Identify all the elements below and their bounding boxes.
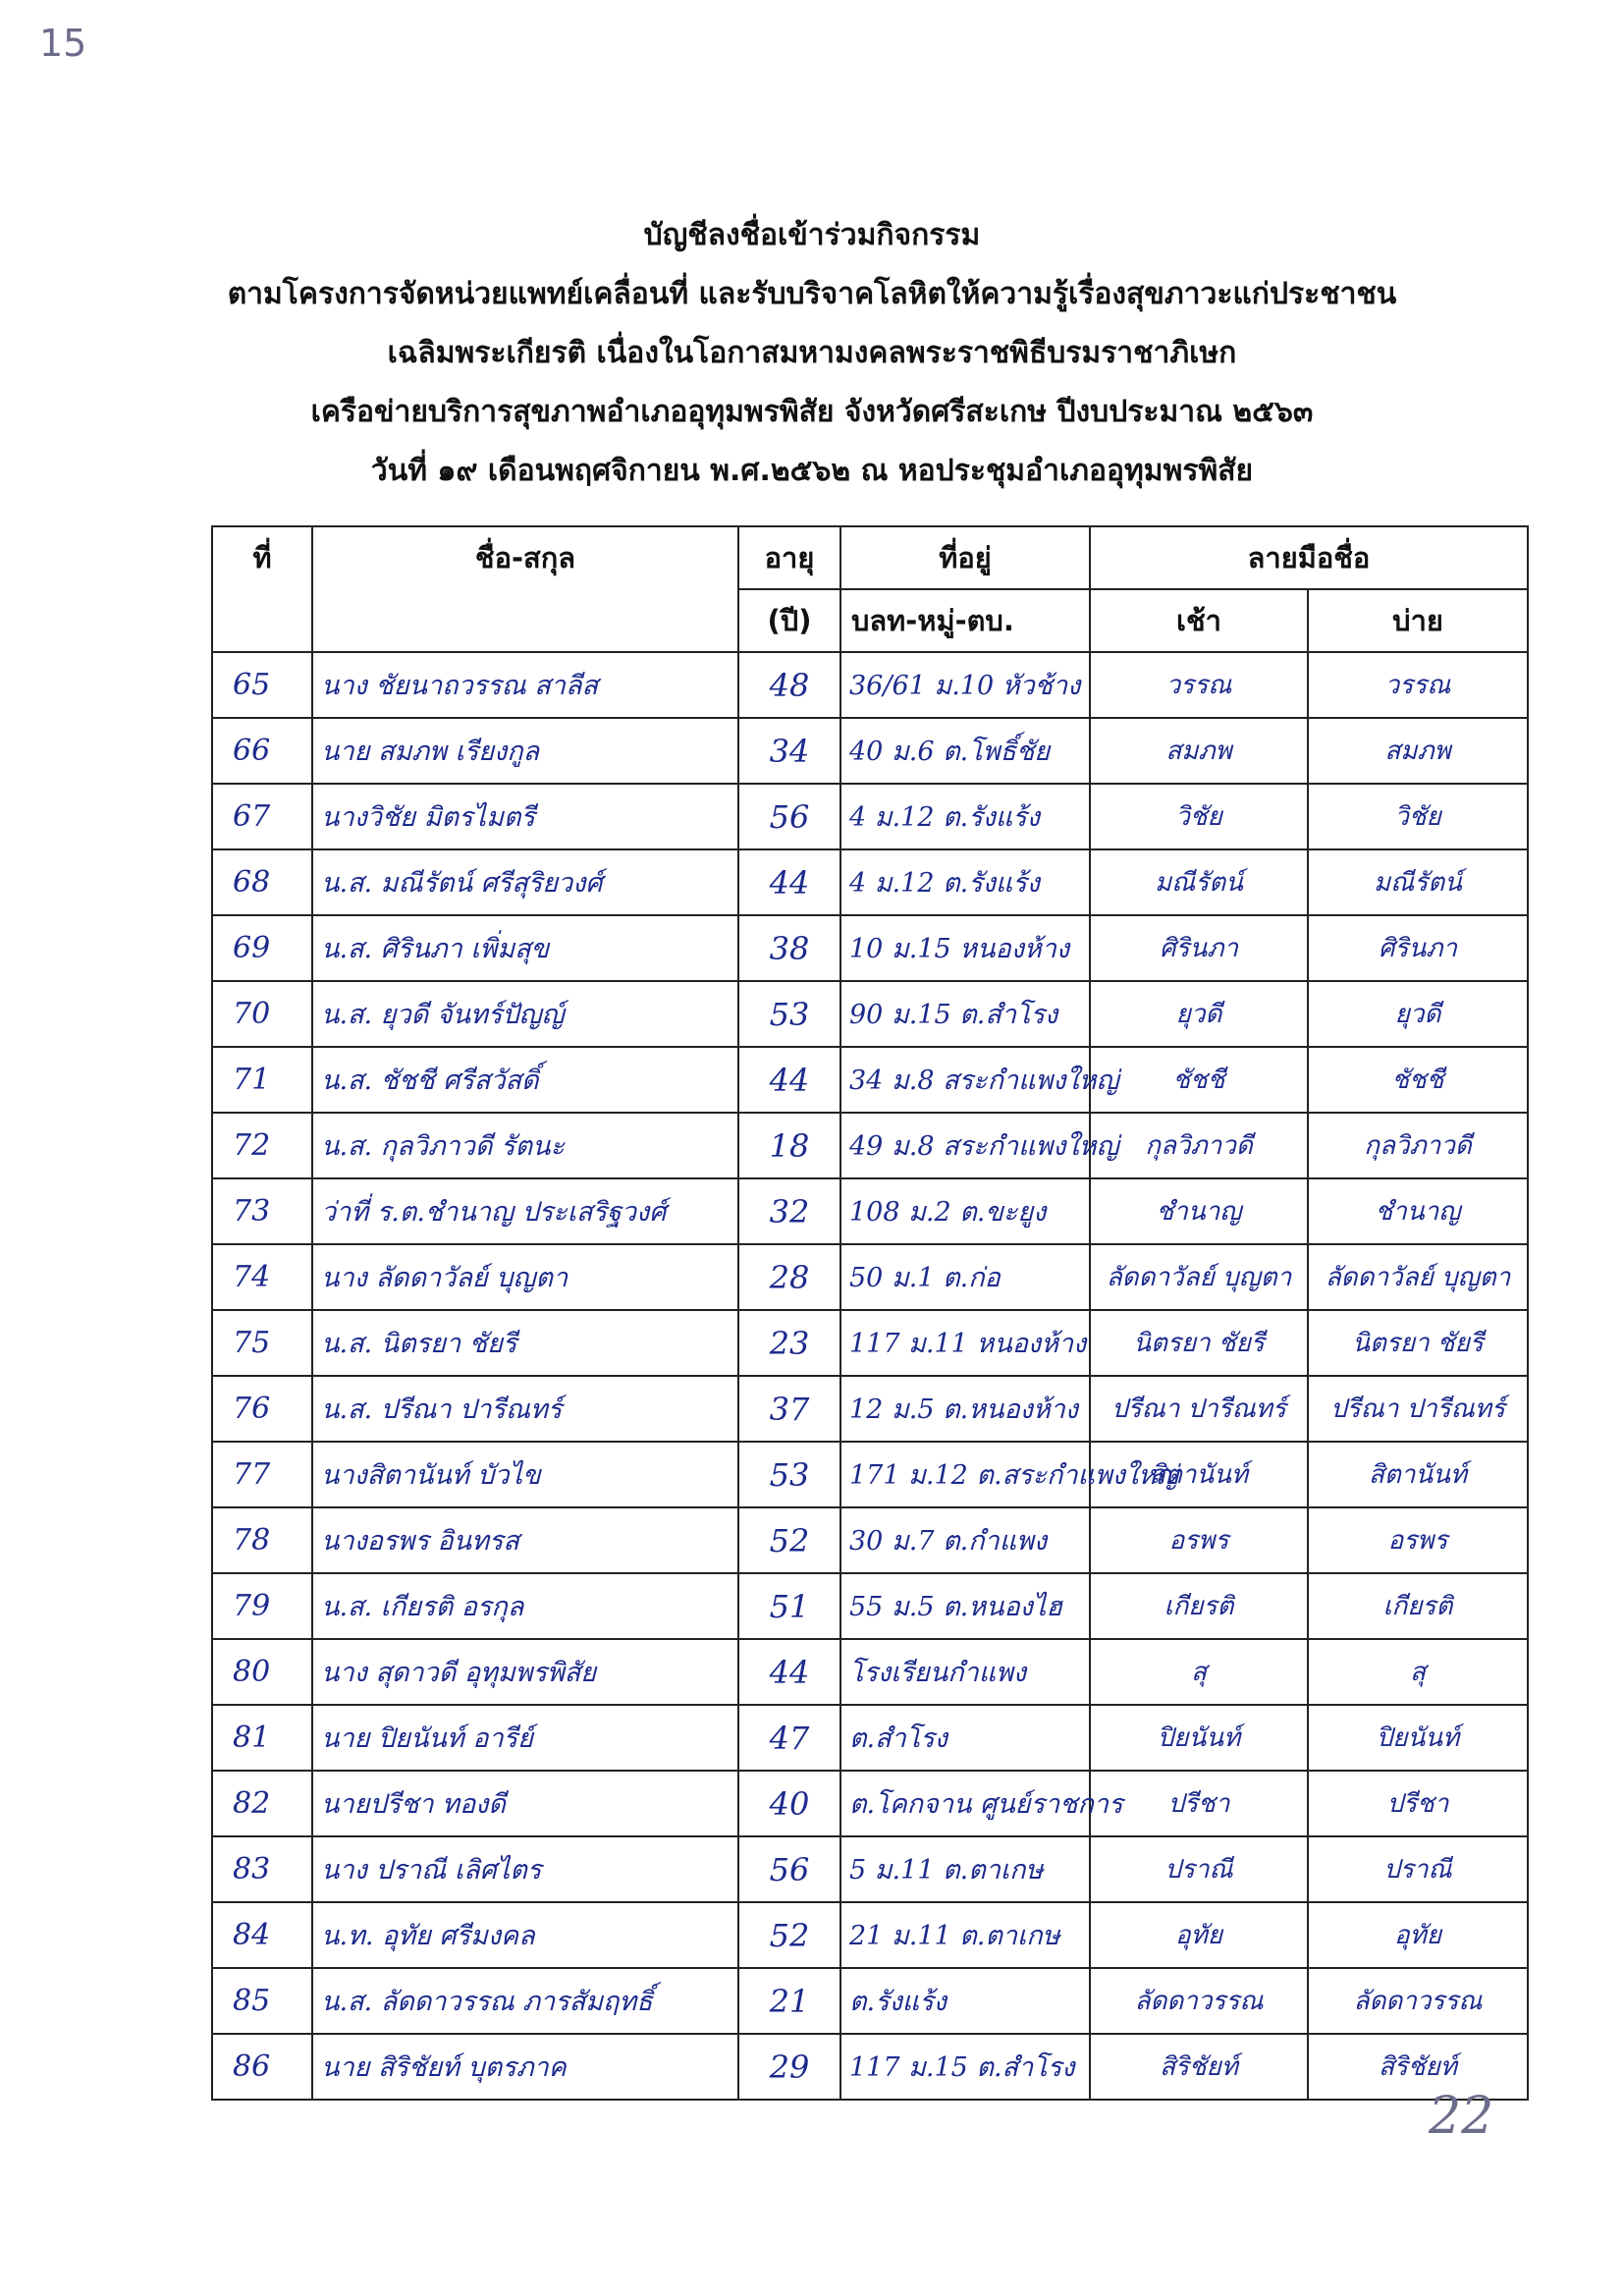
row-signature-afternoon: ปิยนันท์	[1308, 1705, 1528, 1771]
row-signature-afternoon: ลัดดาวรรณ	[1308, 1968, 1528, 2034]
row-number: 82	[212, 1771, 312, 1836]
row-signature-afternoon: ชำนาญ	[1308, 1178, 1528, 1244]
row-signature-morning: ปรีณา ปารีณทร์	[1090, 1376, 1308, 1442]
row-age: 52	[738, 1507, 840, 1573]
row-number: 75	[212, 1310, 312, 1376]
col-header-afternoon: บ่าย	[1308, 589, 1528, 652]
row-signature-afternoon: ชัชชี	[1308, 1047, 1528, 1113]
row-address: 4 ม.12 ต.รังแร้ง	[840, 784, 1090, 849]
row-number: 86	[212, 2034, 312, 2100]
row-number: 79	[212, 1573, 312, 1639]
row-signature-afternoon: อรพร	[1308, 1507, 1528, 1573]
row-name: น.ท. อุทัย ศรีมงคล	[312, 1902, 738, 1968]
row-name: น.ส. นิตรยา ชัยรี	[312, 1310, 738, 1376]
row-number: 72	[212, 1113, 312, 1178]
row-signature-afternoon: เกียรติ	[1308, 1573, 1528, 1639]
row-number: 76	[212, 1376, 312, 1442]
table-row	[212, 1902, 1528, 1968]
table-row	[212, 1771, 1528, 1836]
row-name: นายปรีชา ทองดี	[312, 1771, 738, 1836]
row-name: นาย สิริชัยท์ บุตรภาค	[312, 2034, 738, 2100]
header-occasion: เฉลิมพระเกียรติ เนื่องในโอกาสมหามงคลพระราชพิธีบรมราชาภิเษก	[387, 336, 1237, 370]
row-signature-morning: สิริชัยท์	[1090, 2034, 1308, 2100]
table-row	[212, 1573, 1528, 1639]
row-age: 56	[738, 1836, 840, 1902]
row-signature-morning: ศิรินภา	[1090, 915, 1308, 981]
row-signature-morning: ปรีชา	[1090, 1771, 1308, 1836]
row-name: น.ส. มณีรัตน์ ศรีสุริยวงศ์	[312, 849, 738, 915]
row-address: 36/61 ม.10 หัวช้าง	[840, 652, 1090, 718]
row-name: นางสิตานันท์ บัวไข	[312, 1442, 738, 1507]
row-age: 52	[738, 1902, 840, 1968]
row-number: 78	[212, 1507, 312, 1573]
col-header-morning: เช้า	[1090, 589, 1308, 652]
row-address: 34 ม.8 สระกำแพงใหญ่	[840, 1047, 1090, 1113]
row-address: 55 ม.5 ต.หนองไฮ	[840, 1573, 1090, 1639]
row-age: 37	[738, 1376, 840, 1442]
row-signature-morning: สุ	[1090, 1639, 1308, 1705]
row-signature-morning: ชำนาญ	[1090, 1178, 1308, 1244]
table-row	[212, 915, 1528, 981]
attendance-table	[211, 525, 1529, 2101]
row-age: 32	[738, 1178, 840, 1244]
row-signature-morning: ปิยนันท์	[1090, 1705, 1308, 1771]
row-name: ว่าที่ ร.ต.ชำนาญ ประเสริฐวงศ์	[312, 1178, 738, 1244]
attendance-rows	[212, 652, 1528, 2100]
table-row	[212, 1705, 1528, 1771]
table-row	[212, 1178, 1528, 1244]
row-number: 85	[212, 1968, 312, 2034]
row-name: น.ส. ยุวดี จันทร์ปัญญ์	[312, 981, 738, 1047]
table-row	[212, 1639, 1528, 1705]
row-signature-afternoon: มณีรัตน์	[1308, 849, 1528, 915]
row-address: 117 ม.11 หนองห้าง	[840, 1310, 1090, 1376]
row-number: 70	[212, 981, 312, 1047]
header-project: ตามโครงการจัดหน่วยแพทย์เคลื่อนที่ และรับบริจาคโลหิตให้ความรู้เรื่องสุขภาวะแก่ประชาชน	[227, 277, 1397, 311]
row-address: 4 ม.12 ต.รังแร้ง	[840, 849, 1090, 915]
row-signature-afternoon: กุลวิภาวดี	[1308, 1113, 1528, 1178]
row-name: น.ส. เกียรติ อรกุล	[312, 1573, 738, 1639]
row-number: 71	[212, 1047, 312, 1113]
row-number: 80	[212, 1639, 312, 1705]
row-number: 68	[212, 849, 312, 915]
row-address: ต.สำโรง	[840, 1705, 1090, 1771]
row-signature-morning: วิชัย	[1090, 784, 1308, 849]
header-date-venue: วันที่ ๑๙ เดือนพฤศจิกายน พ.ศ.๒๕๖๒ ณ หอประชุมอำเภออุทุมพรพิสัย	[370, 454, 1254, 488]
header-network: เครือข่ายบริการสุขภาพอำเภออุทุมพรพิสัย จังหวัดศรีสะเกษ ปีงบประมาณ ๒๕๖๓	[310, 395, 1314, 429]
row-age: 56	[738, 784, 840, 849]
row-signature-afternoon: ปรีณา ปารีณทร์	[1308, 1376, 1528, 1442]
table-row	[212, 652, 1528, 718]
col-header-address: ที่อยู่	[840, 526, 1090, 589]
row-address: 10 ม.15 หนองห้าง	[840, 915, 1090, 981]
row-number: 83	[212, 1836, 312, 1902]
row-signature-morning: ปราณี	[1090, 1836, 1308, 1902]
row-name: น.ส. ลัดดาวรรณ ภารสัมฤทธิ์	[312, 1968, 738, 2034]
row-age: 38	[738, 915, 840, 981]
row-age: 44	[738, 1639, 840, 1705]
row-age: 21	[738, 1968, 840, 2034]
row-name: นาง สุดาวดี อุทุมพรพิสัย	[312, 1639, 738, 1705]
row-signature-afternoon: ปราณี	[1308, 1836, 1528, 1902]
table-row	[212, 718, 1528, 784]
row-address: 108 ม.2 ต.ขะยูง	[840, 1178, 1090, 1244]
table-row	[212, 1244, 1528, 1310]
row-number: 77	[212, 1442, 312, 1507]
row-signature-morning: กุลวิภาวดี	[1090, 1113, 1308, 1178]
row-signature-morning: สมภพ	[1090, 718, 1308, 784]
row-address: โรงเรียนกำแพง	[840, 1639, 1090, 1705]
row-name: นาง ชัยนาถวรรณ สาลีส	[312, 652, 738, 718]
row-age: 47	[738, 1705, 840, 1771]
row-number: 73	[212, 1178, 312, 1244]
row-number: 69	[212, 915, 312, 981]
row-age: 18	[738, 1113, 840, 1178]
row-signature-morning: อรพร	[1090, 1507, 1308, 1573]
corner-mark: 15	[39, 22, 87, 65]
row-address: 117 ม.15 ต.สำโรง	[840, 2034, 1090, 2100]
row-signature-afternoon: นิตรยา ชัยรี	[1308, 1310, 1528, 1376]
row-number: 84	[212, 1902, 312, 1968]
row-address: 5 ม.11 ต.ตาเกษ	[840, 1836, 1090, 1902]
row-signature-morning: ชัชชี	[1090, 1047, 1308, 1113]
row-signature-morning: ลัดดาวัลย์ บุญตา	[1090, 1244, 1308, 1310]
row-signature-afternoon: ลัดดาวัลย์ บุญตา	[1308, 1244, 1528, 1310]
row-age: 53	[738, 981, 840, 1047]
row-address: 90 ม.15 ต.สำโรง	[840, 981, 1090, 1047]
row-age: 40	[738, 1771, 840, 1836]
table-row	[212, 1442, 1528, 1507]
row-name: นางวิชัย มิตรไมตรี	[312, 784, 738, 849]
col-header-name: ชื่อ-สกุล	[312, 526, 738, 652]
row-address: ต.โคกจาน ศูนย์ราชการ	[840, 1771, 1090, 1836]
row-signature-afternoon: วรรณ	[1308, 652, 1528, 718]
row-name: น.ส. กุลวิภาวดี รัตนะ	[312, 1113, 738, 1178]
row-number: 74	[212, 1244, 312, 1310]
row-address: 12 ม.5 ต.หนองห้าง	[840, 1376, 1090, 1442]
document-header	[0, 206, 1624, 501]
row-number: 65	[212, 652, 312, 718]
table-row	[212, 784, 1528, 849]
table-row	[212, 1047, 1528, 1113]
row-address: 171 ม.12 ต.สระกำแพงใหญ่	[840, 1442, 1090, 1507]
row-number: 67	[212, 784, 312, 849]
row-address: 49 ม.8 สระกำแพงใหญ่	[840, 1113, 1090, 1178]
row-signature-afternoon: สิตานันท์	[1308, 1442, 1528, 1507]
row-signature-morning: เกียรติ	[1090, 1573, 1308, 1639]
row-signature-afternoon: สมภพ	[1308, 718, 1528, 784]
row-age: 28	[738, 1244, 840, 1310]
row-signature-morning: ลัดดาวรรณ	[1090, 1968, 1308, 2034]
table-row	[212, 981, 1528, 1047]
row-signature-morning: ยุวดี	[1090, 981, 1308, 1047]
row-age: 53	[738, 1442, 840, 1507]
row-signature-morning: วรรณ	[1090, 652, 1308, 718]
col-header-age-unit: (ปี)	[738, 589, 840, 652]
row-signature-afternoon: ยุวดี	[1308, 981, 1528, 1047]
row-signature-afternoon: สิริชัยท์	[1308, 2034, 1528, 2100]
col-header-signature: ลายมือชื่อ	[1090, 526, 1528, 589]
row-age: 29	[738, 2034, 840, 2100]
row-number: 81	[212, 1705, 312, 1771]
row-age: 48	[738, 652, 840, 718]
row-name: นาย สมภพ เรียงกูล	[312, 718, 738, 784]
col-header-age: อายุ	[738, 526, 840, 589]
page-number: 22	[1429, 2087, 1494, 2146]
row-signature-afternoon: วิชัย	[1308, 784, 1528, 849]
row-age: 44	[738, 849, 840, 915]
row-signature-morning: อุทัย	[1090, 1902, 1308, 1968]
row-signature-morning: มณีรัตน์	[1090, 849, 1308, 915]
row-signature-afternoon: ปรีชา	[1308, 1771, 1528, 1836]
table-row	[212, 1113, 1528, 1178]
table-row	[212, 1376, 1528, 1442]
row-signature-afternoon: ศิรินภา	[1308, 915, 1528, 981]
row-signature-morning: สิตานันท์	[1090, 1442, 1308, 1507]
row-name: น.ส. ศิรินภา เพิ่มสุข	[312, 915, 738, 981]
row-name: น.ส. ปรีณา ปารีณทร์	[312, 1376, 738, 1442]
row-address: 40 ม.6 ต.โพธิ์ชัย	[840, 718, 1090, 784]
header-title: บัญชีลงชื่อเข้าร่วมกิจกรรม	[643, 218, 981, 252]
row-address: 30 ม.7 ต.กำแพง	[840, 1507, 1090, 1573]
table-row	[212, 1310, 1528, 1376]
table-row	[212, 1968, 1528, 2034]
col-header-no: ที่	[212, 526, 312, 652]
row-number: 66	[212, 718, 312, 784]
row-age: 23	[738, 1310, 840, 1376]
table-row	[212, 849, 1528, 915]
row-name: น.ส. ชัชชี ศรีสวัสดิ์	[312, 1047, 738, 1113]
row-name: นาง ปราณี เลิศไตร	[312, 1836, 738, 1902]
row-age: 34	[738, 718, 840, 784]
row-signature-morning: นิตรยา ชัยรี	[1090, 1310, 1308, 1376]
row-name: นาย ปิยนันท์ อารีย์	[312, 1705, 738, 1771]
row-address: 50 ม.1 ต.ก่อ	[840, 1244, 1090, 1310]
table-row	[212, 2034, 1528, 2100]
row-signature-afternoon: สุ	[1308, 1639, 1528, 1705]
row-age: 44	[738, 1047, 840, 1113]
col-header-address-sub: บลท-หมู่-ตบ.	[840, 589, 1090, 652]
row-signature-afternoon: อุทัย	[1308, 1902, 1528, 1968]
row-age: 51	[738, 1573, 840, 1639]
row-name: นางอรพร อินทรส	[312, 1507, 738, 1573]
table-row	[212, 1836, 1528, 1902]
table-row	[212, 1507, 1528, 1573]
row-address: ต.รังแร้ง	[840, 1968, 1090, 2034]
row-address: 21 ม.11 ต.ตาเกษ	[840, 1902, 1090, 1968]
row-name: นาง ลัดดาวัลย์ บุญตา	[312, 1244, 738, 1310]
